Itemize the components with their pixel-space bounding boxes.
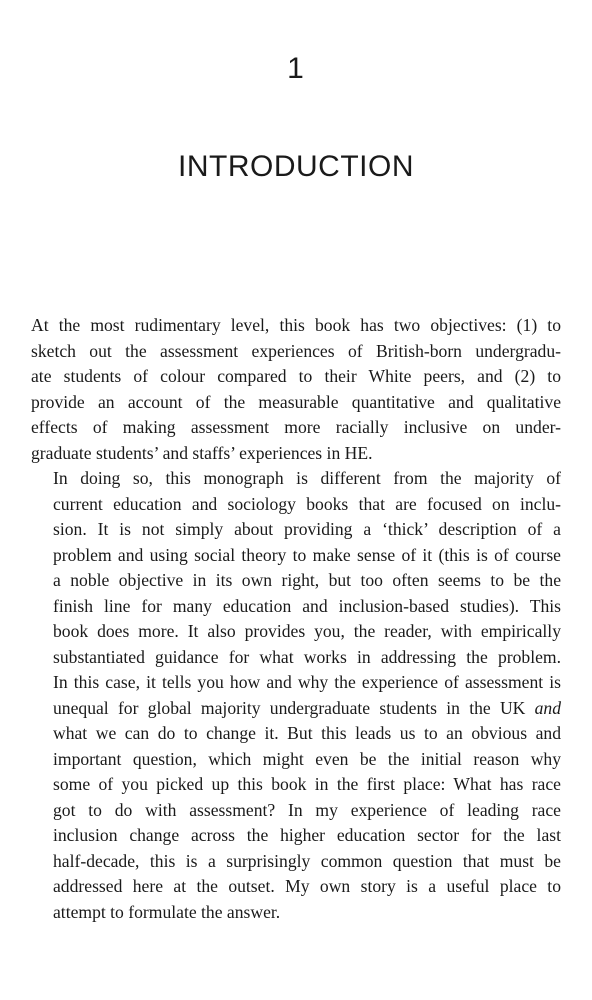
body-text	[31, 313, 561, 925]
text-line: At the most rudimentary level, this book has two objectives: (1) to	[31, 315, 561, 335]
paragraph-1	[31, 313, 561, 466]
paragraph-2	[31, 466, 561, 925]
text-line: got to do with assessment? In my experience of leading race	[53, 799, 561, 820]
text-line: sketch out the assessment experiences of British-born undergradu-	[31, 340, 561, 361]
text-line-with-italic: unequal for global majority undergraduate students in the UK and	[53, 697, 561, 718]
text-line: attempt to formulate the answer.	[53, 901, 281, 922]
chapter-title: INTRODUCTION	[178, 150, 414, 183]
text-line: provide an account of the measurable quantitative and qualitative	[31, 391, 561, 412]
text-line: addressed here at the outset. My own story is a useful place to	[53, 876, 561, 896]
text-line: graduate students’ and staffs’ experiences in HE.	[31, 442, 373, 463]
emphasis-text: and	[534, 697, 561, 718]
chapter-number: 1	[287, 52, 305, 85]
text-line: effects of making assessment more racially inclusive on under-	[31, 417, 561, 437]
text-line: half-decade, this is a surprisingly common question that must be	[53, 850, 561, 871]
text-line: ate students of colour compared to their White peers, and (2) to	[31, 366, 561, 386]
text-line: what we can do to change it. But this leads us to an obvious and	[53, 723, 561, 743]
text-line: substantiated guidance for what works in addressing the problem.	[53, 646, 561, 667]
text-line: problem and using social theory to make sense of it (this is of course	[53, 544, 561, 565]
text-line: inclusion change across the higher education sector for the last	[53, 825, 561, 845]
text-line: current education and sociology books that are focused on inclu-	[53, 493, 561, 514]
text-line: sion. It is not simply about providing a ‘thick’ description of a	[53, 519, 561, 539]
text-line: some of you picked up this book in the first place: What has race	[53, 774, 561, 794]
text-line: important question, which might even be the initial reason why	[53, 748, 561, 769]
text-line: In this case, it tells you how and why the experience of assessment is	[53, 672, 561, 692]
text-line: finish line for many education and inclusion-based studies). This	[53, 595, 561, 616]
text-line: a noble objective in its own right, but too often seems to be the	[53, 570, 561, 590]
text-line: book does more. It also provides you, the reader, with empirically	[53, 621, 561, 641]
text-line: In doing so, this monograph is different from the majority of	[53, 468, 561, 488]
